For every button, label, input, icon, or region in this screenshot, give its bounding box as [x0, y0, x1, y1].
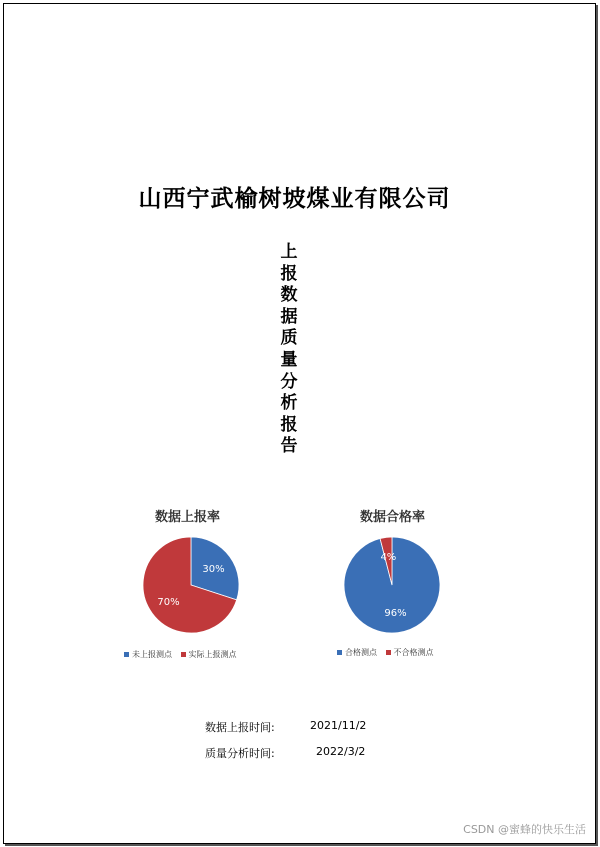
report-title-char: 数 [280, 285, 298, 306]
company-name: 山西宁武榆树坡煤业有限公司 [138, 185, 451, 212]
legend-report-rate [124, 649, 243, 660]
legend-label: 合格测点 [345, 648, 377, 657]
watermark: CSDN @蜜蜂的快乐生活 [463, 823, 586, 836]
report-title-char: 据 [280, 306, 298, 327]
legend-swatch [124, 652, 129, 657]
legend-label: 不合格测点 [393, 648, 434, 657]
analysis-time-label: 质量分析时间: [205, 747, 275, 760]
report-title-char: 报 [280, 263, 298, 284]
legend-item [337, 647, 377, 658]
analysis-time-value: 2022/3/2 [316, 745, 366, 758]
chart-title-report-rate: 数据上报率 [155, 510, 221, 525]
legend-swatch [337, 650, 342, 655]
document-page [3, 3, 596, 844]
report-time-label: 数据上报时间: [205, 721, 275, 734]
report-title-char: 质 [280, 328, 298, 349]
report-title-char: 报 [280, 414, 298, 435]
pie-chart-pass-rate [337, 530, 447, 640]
legend-swatch [386, 650, 391, 655]
legend-item [181, 649, 237, 660]
report-title-char: 量 [280, 349, 298, 370]
legend-swatch [181, 652, 186, 657]
report-title-char: 析 [280, 393, 298, 414]
pie-data-label: 30% [202, 564, 225, 576]
legend-label: 未上报测点 [132, 650, 172, 659]
report-title [278, 242, 300, 458]
pie-chart-report-rate [136, 530, 246, 640]
legend-label: 实际上报测点 [188, 650, 237, 659]
pie-data-label: 4% [380, 551, 397, 563]
report-time-value: 2021/11/2 [310, 719, 367, 732]
report-title-char: 分 [280, 371, 298, 392]
pie-data-label: 70% [157, 596, 180, 608]
report-title-char: 告 [280, 436, 298, 457]
legend-pass-rate [337, 647, 440, 658]
legend-item [124, 649, 172, 660]
report-title-char: 上 [280, 242, 298, 262]
legend-item [386, 647, 434, 658]
pie-data-label: 96% [384, 608, 407, 620]
chart-title-pass-rate: 数据合格率 [360, 510, 426, 525]
